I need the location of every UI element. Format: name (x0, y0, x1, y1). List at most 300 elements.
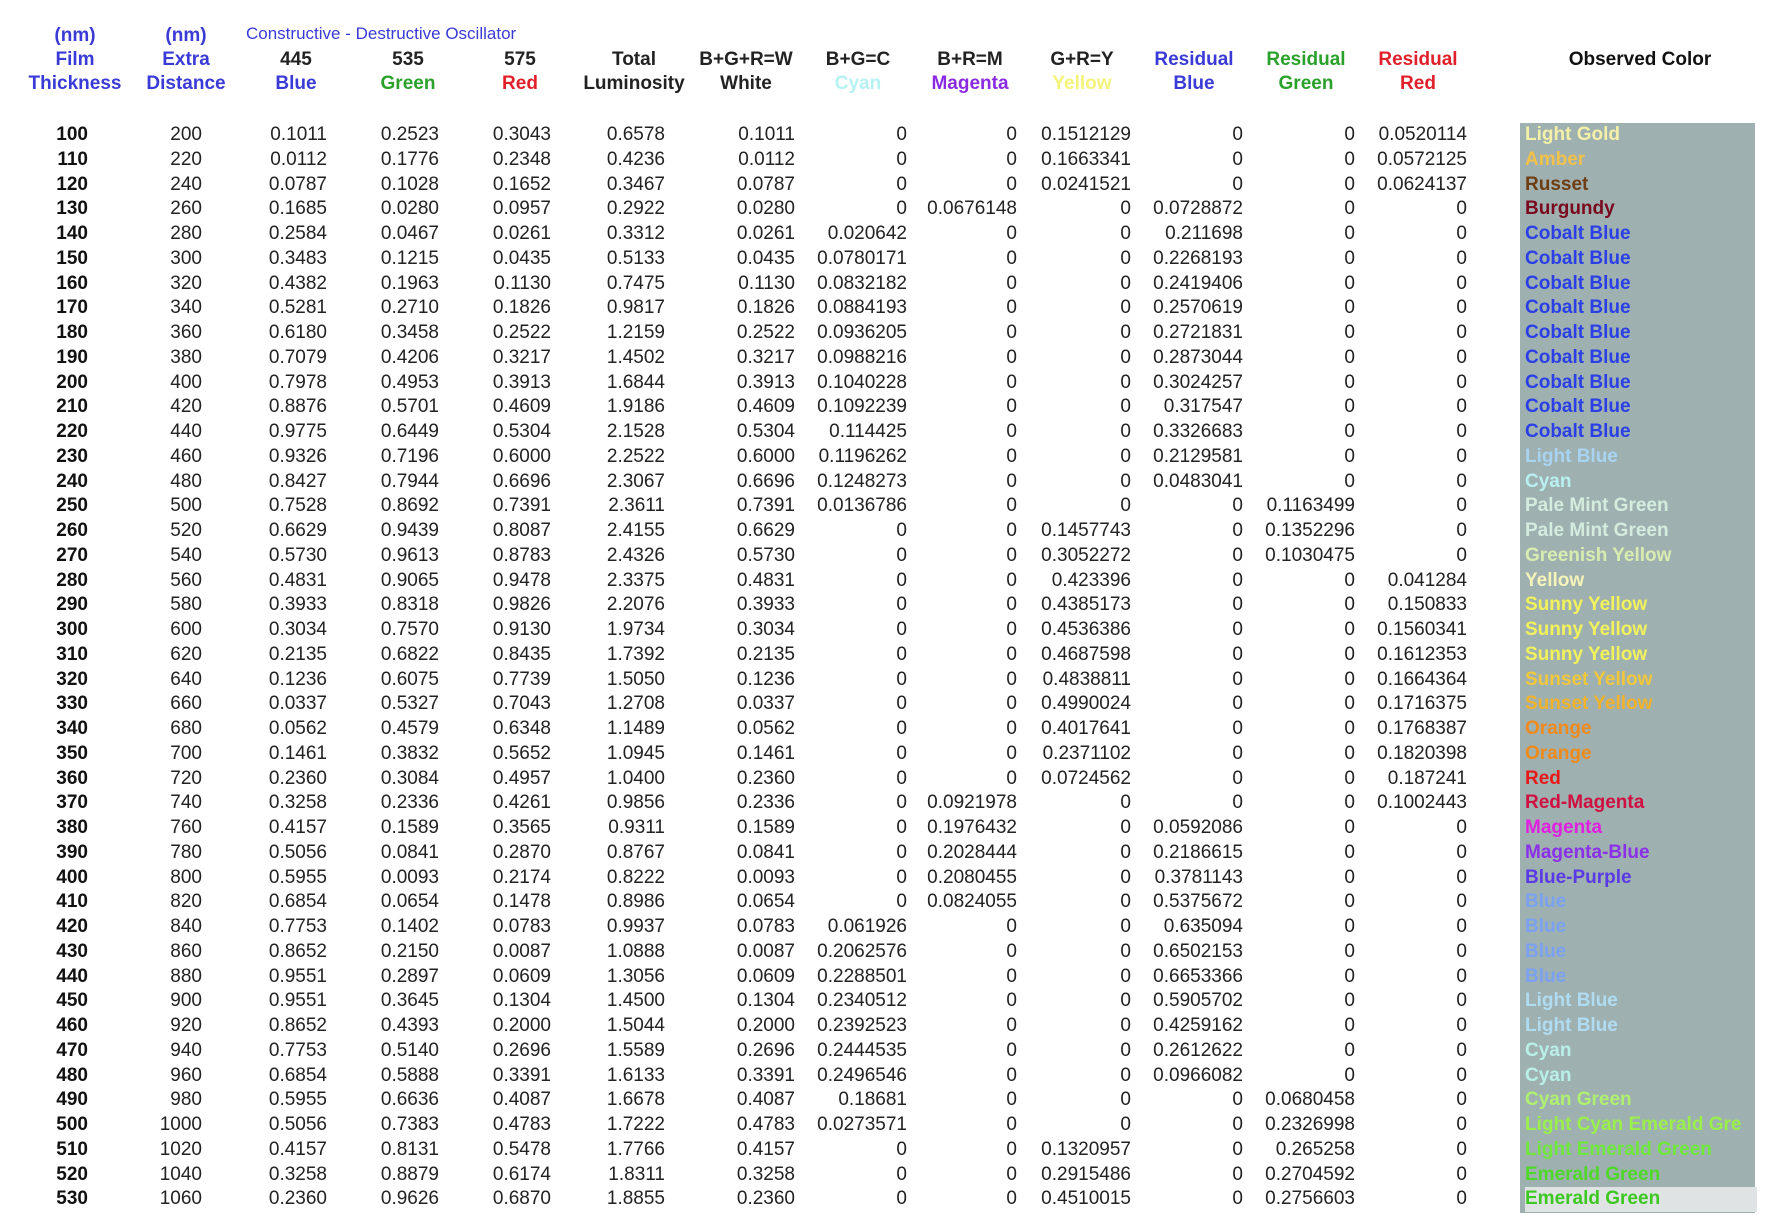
cell-magenta: 0 (1006, 322, 1017, 343)
cell-green: 0.1589 (380, 817, 439, 838)
cell-total: 2.2076 (606, 594, 665, 616)
cell-cyan: 0.061926 (827, 916, 907, 937)
cell-observed-color: Amber (1525, 148, 1586, 170)
cell-total: 1.1489 (606, 718, 665, 739)
cell-red: 0.2348 (492, 148, 551, 170)
cell-total: 0.8767 (606, 841, 665, 863)
cell-res_green: 0 (1344, 1015, 1355, 1036)
cell-red: 0.5478 (492, 1138, 551, 1160)
cell-res_green: 0 (1344, 619, 1355, 640)
cell-total: 0.7475 (606, 272, 665, 294)
cell-cyan: 0.0273571 (817, 1114, 907, 1135)
cell-film: 260 (56, 520, 88, 541)
cell-res_blue: 0.2873044 (1153, 346, 1243, 368)
cell-red: 0.0609 (492, 965, 551, 987)
cell-blue: 0.2135 (268, 643, 327, 665)
table-row (0, 1064, 1770, 1089)
cell-red: 0.9130 (492, 619, 551, 640)
cell-observed-color: Cobalt Blue (1525, 247, 1631, 269)
cell-cyan: 0 (896, 520, 907, 541)
column-header-line: Residual (1378, 49, 1458, 70)
table-row (0, 519, 1770, 544)
cell-magenta: 0 (1006, 767, 1017, 789)
cell-res_red: 0.187241 (1387, 767, 1467, 789)
cell-blue: 0.0112 (270, 148, 327, 170)
cell-red: 0.3913 (492, 371, 551, 393)
cell-white: 0.1461 (736, 742, 795, 764)
cell-res_blue: 0.2612622 (1153, 1039, 1243, 1061)
cell-res_green: 0 (1344, 718, 1355, 739)
cell-total: 2.3375 (606, 569, 665, 591)
cell-res_blue: 0.3326683 (1153, 421, 1243, 442)
cell-res_blue: 0 (1232, 124, 1243, 145)
cell-magenta: 0 (1006, 718, 1017, 739)
cell-white: 0.5304 (736, 421, 795, 442)
cell-white: 0.0087 (736, 940, 795, 962)
cell-yellow: 0 (1120, 792, 1131, 814)
cell-total: 0.9856 (606, 792, 665, 814)
cell-cyan: 0 (896, 817, 907, 838)
cell-res_blue: 0 (1232, 619, 1243, 640)
cell-cyan: 0.0884193 (817, 297, 907, 319)
cell-res_red: 0 (1456, 940, 1467, 962)
cell-extra: 640 (170, 668, 202, 690)
cell-green: 0.2150 (380, 940, 439, 962)
cell-res_green: 0 (1344, 247, 1355, 269)
cell-film: 410 (56, 891, 88, 913)
cell-red: 0.2000 (492, 1015, 551, 1036)
cell-res_blue: 0.211698 (1165, 223, 1243, 244)
cell-green: 0.5701 (380, 396, 439, 418)
cell-cyan: 0 (896, 594, 907, 616)
cell-magenta: 0 (1006, 1114, 1017, 1135)
cell-res_red: 0 (1456, 866, 1467, 888)
cell-blue: 0.2360 (268, 1188, 327, 1210)
cell-white: 0.3217 (736, 346, 795, 368)
cell-extra: 1060 (159, 1188, 202, 1210)
cell-res_green: 0 (1344, 990, 1355, 1012)
cell-res_green: 0 (1344, 643, 1355, 665)
table-row (0, 296, 1770, 321)
cell-cyan: 0.1248273 (817, 470, 907, 492)
cell-red: 0.5652 (492, 742, 551, 764)
cell-res_green: 0 (1344, 371, 1355, 393)
cell-yellow: 0 (1120, 1015, 1131, 1036)
cell-res_green: 0 (1344, 940, 1355, 962)
column-header-line: Magenta (931, 73, 1009, 94)
cell-white: 0.2522 (736, 322, 795, 343)
cell-blue: 0.3483 (268, 247, 327, 269)
cell-cyan: 0.020642 (827, 223, 907, 244)
cell-white: 0.1236 (736, 668, 795, 690)
cell-film: 310 (56, 643, 88, 665)
table-row (0, 445, 1770, 470)
column-header-line: G+R=Y (1050, 49, 1114, 70)
column-header-line: Red (502, 73, 538, 94)
cell-magenta: 0 (1006, 916, 1017, 937)
cell-red: 0.1652 (492, 173, 551, 195)
cell-cyan: 0.2444535 (817, 1039, 907, 1061)
cell-magenta: 0 (1006, 742, 1017, 764)
cell-blue: 0.6854 (268, 891, 327, 913)
cell-green: 0.4393 (380, 1015, 439, 1036)
cell-res_red: 0.1820398 (1377, 742, 1467, 764)
cell-res_red: 0 (1456, 470, 1467, 492)
cell-observed-color: Sunny Yellow (1525, 594, 1648, 616)
cell-res_green: 0 (1344, 297, 1355, 319)
cell-white: 0.0280 (736, 198, 795, 220)
table-row (0, 272, 1770, 297)
table-row (0, 692, 1770, 717)
table-row (0, 593, 1770, 618)
cell-red: 0.0783 (492, 916, 551, 937)
cell-red: 0.6870 (492, 1188, 551, 1210)
cell-yellow: 0 (1120, 891, 1131, 913)
cell-white: 0.2360 (736, 1188, 795, 1210)
table-row (0, 470, 1770, 495)
cell-film: 130 (56, 198, 88, 220)
cell-magenta: 0 (1006, 1039, 1017, 1061)
cell-red: 0.4087 (492, 1089, 551, 1111)
cell-extra: 960 (170, 1064, 202, 1086)
cell-res_red: 0 (1456, 272, 1467, 294)
cell-film: 300 (56, 619, 88, 640)
cell-extra: 820 (170, 891, 202, 913)
cell-res_red: 0 (1456, 1188, 1467, 1210)
cell-extra: 340 (170, 297, 202, 319)
table-row (0, 1138, 1770, 1163)
cell-observed-color: Cyan (1525, 470, 1572, 492)
cell-blue: 0.4157 (268, 1138, 327, 1160)
cell-res_red: 0 (1456, 297, 1467, 319)
cell-white: 0.2135 (736, 643, 795, 665)
cell-observed-color: Cobalt Blue (1525, 346, 1631, 368)
cell-green: 0.0280 (380, 198, 439, 220)
column-header-line: (nm) (165, 25, 207, 46)
cell-blue: 0.9551 (268, 965, 327, 987)
cell-extra: 260 (170, 198, 202, 220)
cell-observed-color: Pale Mint Green (1525, 495, 1669, 517)
cell-green: 0.8318 (380, 594, 439, 616)
cell-magenta: 0 (1006, 247, 1017, 269)
table-row (0, 618, 1770, 643)
cell-res_red: 0 (1456, 198, 1467, 220)
cell-green: 0.3458 (380, 322, 439, 343)
cell-extra: 500 (170, 495, 202, 517)
cell-blue: 0.7528 (268, 495, 327, 517)
cell-res_red: 0.0624137 (1377, 173, 1467, 195)
cell-green: 0.2710 (380, 297, 439, 319)
cell-film: 480 (56, 1064, 88, 1086)
cell-green: 0.8879 (380, 1163, 439, 1185)
cell-film: 240 (56, 470, 88, 492)
cell-blue: 0.8427 (268, 470, 327, 492)
cell-white: 0.5730 (736, 544, 795, 566)
cell-green: 0.6449 (380, 421, 439, 442)
cell-total: 1.2708 (606, 693, 665, 715)
cell-blue: 0.1236 (268, 668, 327, 690)
cell-res_blue: 0 (1232, 544, 1243, 566)
cell-cyan: 0 (896, 544, 907, 566)
cell-res_blue: 0 (1232, 173, 1243, 195)
cell-res_blue: 0.0483041 (1153, 470, 1243, 492)
column-header-line: Green (1278, 73, 1334, 94)
cell-res_blue: 0 (1232, 742, 1243, 764)
cell-total: 0.9311 (608, 817, 665, 838)
cell-red: 0.0087 (492, 940, 551, 962)
cell-red: 0.3391 (492, 1064, 551, 1086)
cell-white: 0.2336 (736, 792, 795, 814)
cell-film: 440 (56, 965, 88, 987)
cell-res_green: 0 (1344, 916, 1355, 937)
cell-magenta: 0 (1006, 223, 1017, 244)
cell-cyan: 0 (896, 569, 907, 591)
cell-yellow: 0 (1120, 272, 1131, 294)
cell-extra: 680 (170, 718, 202, 739)
cell-blue: 0.9551 (268, 990, 327, 1012)
cell-blue: 0.8652 (268, 1015, 327, 1036)
cell-magenta: 0.0921978 (927, 792, 1017, 814)
cell-cyan: 0.1092239 (817, 396, 907, 418)
cell-blue: 0.7753 (268, 916, 327, 937)
cell-blue: 0.5955 (268, 866, 327, 888)
column-header-line (1565, 24, 1715, 48)
cell-res_red: 0 (1456, 544, 1467, 566)
cell-red: 0.8783 (492, 544, 551, 566)
cell-red: 0.9826 (492, 594, 551, 616)
cell-res_red: 0.150833 (1387, 594, 1467, 616)
cell-res_red: 0.1768387 (1377, 718, 1467, 739)
cell-total: 1.5044 (606, 1015, 665, 1036)
cell-res_blue: 0 (1232, 148, 1243, 170)
cell-red: 0.2870 (492, 841, 551, 863)
cell-cyan: 0.1040228 (817, 371, 907, 393)
cell-observed-color: Cobalt Blue (1525, 223, 1631, 244)
cell-extra: 240 (170, 173, 202, 195)
column-header-line: Film (55, 49, 95, 70)
cell-magenta: 0.1976432 (927, 817, 1017, 838)
cell-yellow: 0 (1120, 817, 1131, 838)
table-row (0, 544, 1770, 569)
cell-red: 0.0435 (492, 247, 551, 269)
cell-total: 0.5133 (606, 247, 665, 269)
cell-film: 200 (56, 371, 88, 393)
cell-white: 0.2000 (736, 1015, 795, 1036)
cell-res_green: 0 (1344, 173, 1355, 195)
cell-green: 0.7570 (380, 619, 439, 640)
cell-green: 0.1215 (380, 247, 439, 269)
cell-yellow: 0.0241521 (1041, 173, 1131, 195)
cell-res_blue: 0.5905702 (1153, 990, 1243, 1012)
cell-total: 1.8311 (608, 1163, 665, 1185)
cell-magenta: 0 (1006, 1138, 1017, 1160)
cell-observed-color: Red-Magenta (1525, 792, 1645, 814)
cell-film: 490 (56, 1089, 88, 1111)
cell-magenta: 0 (1006, 693, 1017, 715)
cell-magenta: 0 (1006, 272, 1017, 294)
cell-green: 0.4953 (380, 371, 439, 393)
cell-blue: 0.7753 (268, 1039, 327, 1061)
cell-green: 0.1776 (380, 148, 439, 170)
cell-magenta: 0 (1006, 594, 1017, 616)
cell-res_red: 0 (1456, 817, 1467, 838)
cell-observed-color: Cyan Green (1525, 1089, 1632, 1111)
cell-res_red: 0 (1456, 1015, 1467, 1036)
cell-extra: 900 (170, 990, 202, 1012)
cell-magenta: 0 (1006, 346, 1017, 368)
cell-red: 0.7739 (492, 668, 551, 690)
cell-res_red: 0 (1456, 322, 1467, 343)
cell-extra: 1020 (159, 1138, 202, 1160)
cell-cyan: 0 (896, 1163, 907, 1185)
cell-extra: 760 (170, 817, 202, 838)
cell-red: 0.1304 (492, 990, 551, 1012)
cell-res_red: 0 (1456, 396, 1467, 418)
cell-extra: 480 (170, 470, 202, 492)
cell-red: 0.6696 (492, 470, 551, 492)
cell-green: 0.4579 (380, 718, 439, 739)
cell-res_red: 0 (1456, 346, 1467, 368)
cell-res_green: 0.0680458 (1265, 1089, 1355, 1111)
cell-res_green: 0 (1344, 767, 1355, 789)
table-row (0, 420, 1770, 445)
cell-yellow: 0 (1120, 346, 1131, 368)
cell-total: 1.8855 (606, 1188, 665, 1210)
cell-yellow: 0 (1120, 223, 1131, 244)
cell-res_blue: 0.5375672 (1153, 891, 1243, 913)
cell-red: 0.2174 (492, 866, 551, 888)
cell-total: 1.2159 (606, 322, 665, 343)
cell-film: 160 (56, 272, 88, 294)
cell-extra: 1000 (159, 1114, 202, 1135)
cell-yellow: 0.423396 (1051, 569, 1131, 591)
cell-cyan: 0 (896, 198, 907, 220)
cell-magenta: 0 (1006, 990, 1017, 1012)
table-row (0, 173, 1770, 198)
cell-res_blue: 0.0728872 (1153, 198, 1243, 220)
cell-green: 0.0841 (380, 841, 439, 863)
column-header-line: B+G=C (825, 49, 891, 70)
cell-extra: 200 (170, 124, 202, 145)
cell-green: 0.9439 (380, 520, 439, 541)
cell-yellow: 0 (1120, 198, 1131, 220)
cell-res_green: 0 (1344, 272, 1355, 294)
cell-total: 1.6133 (606, 1064, 665, 1086)
cell-res_blue: 0 (1232, 1188, 1243, 1210)
cell-yellow: 0.4510015 (1041, 1188, 1131, 1210)
column-header-line: Residual (1266, 49, 1346, 70)
cell-white: 0.1826 (736, 297, 795, 319)
table-row (0, 346, 1770, 371)
cell-magenta: 0 (1006, 940, 1017, 962)
column-header-line: 445 (280, 49, 312, 70)
cell-yellow: 0 (1120, 445, 1131, 467)
cell-film: 190 (56, 346, 88, 368)
cell-observed-color: Light Cyan Emerald Gre (1525, 1114, 1742, 1135)
cell-white: 0.4831 (736, 569, 795, 591)
cell-red: 0.6000 (492, 445, 551, 467)
cell-res_green: 0.2704592 (1265, 1163, 1355, 1185)
cell-white: 0.0337 (736, 693, 795, 715)
cell-yellow: 0.2915486 (1041, 1163, 1131, 1185)
cell-observed-color: Greenish Yellow (1525, 544, 1672, 566)
cell-res_blue: 0.6502153 (1153, 940, 1243, 962)
cell-white: 0.3034 (736, 619, 795, 640)
cell-res_red: 0 (1456, 1089, 1467, 1111)
cell-extra: 740 (170, 792, 202, 814)
cell-observed-color: Sunny Yellow (1525, 619, 1648, 640)
cell-film: 280 (56, 569, 88, 591)
column-header-res_red (1343, 24, 1493, 96)
cell-red: 0.8435 (492, 643, 551, 665)
cell-extra: 540 (170, 544, 202, 566)
cell-magenta: 0 (1006, 421, 1017, 442)
cell-green: 0.9626 (380, 1188, 439, 1210)
cell-white: 0.0562 (736, 718, 795, 739)
cell-res_red: 0 (1456, 1039, 1467, 1061)
cell-film: 140 (56, 223, 88, 244)
cell-film: 250 (56, 495, 88, 517)
cell-res_blue: 0.0966082 (1153, 1064, 1243, 1086)
cell-res_blue: 0 (1232, 693, 1243, 715)
cell-blue: 0.0337 (268, 693, 327, 715)
cell-observed-color: Cobalt Blue (1525, 421, 1631, 442)
cell-green: 0.0654 (380, 891, 439, 913)
cell-film: 270 (56, 544, 88, 566)
cell-film: 290 (56, 594, 88, 616)
cell-res_green: 0 (1344, 693, 1355, 715)
cell-total: 2.1528 (606, 421, 665, 442)
cell-res_green: 0 (1344, 124, 1355, 145)
cell-res_red: 0 (1456, 1163, 1467, 1185)
cell-res_blue: 0.635094 (1163, 916, 1243, 937)
cell-cyan: 0.0988216 (817, 346, 907, 368)
cell-res_red: 0.1002443 (1377, 792, 1467, 814)
cell-res_red: 0 (1456, 916, 1467, 937)
cell-magenta: 0 (1006, 619, 1017, 640)
cell-blue: 0.0787 (268, 173, 327, 195)
cell-cyan: 0 (896, 866, 907, 888)
cell-res_green: 0 (1344, 1064, 1355, 1086)
cell-green: 0.5140 (380, 1039, 439, 1061)
cell-observed-color: Magenta (1525, 817, 1603, 838)
cell-magenta: 0 (1006, 396, 1017, 418)
cell-blue: 0.1685 (268, 198, 327, 220)
cell-res_green: 0 (1344, 445, 1355, 467)
column-header-observed (1565, 24, 1715, 96)
cell-total: 0.4236 (606, 148, 665, 170)
column-header-line: 575 (504, 49, 536, 70)
cell-res_green: 0 (1344, 148, 1355, 170)
cell-red: 0.9478 (492, 569, 551, 591)
cell-res_blue: 0 (1232, 668, 1243, 690)
cell-res_blue: 0.2129581 (1153, 445, 1243, 467)
cell-res_green: 0 (1344, 742, 1355, 764)
cell-res_red: 0.1612353 (1377, 643, 1467, 665)
cell-blue: 0.4831 (268, 569, 327, 591)
cell-extra: 420 (170, 396, 202, 418)
cell-res_red: 0 (1456, 841, 1467, 863)
cell-total: 0.2922 (606, 198, 665, 220)
cell-white: 0.4609 (736, 396, 795, 418)
cell-cyan: 0 (896, 693, 907, 715)
cell-blue: 0.4382 (268, 272, 327, 294)
cell-blue: 0.1461 (268, 742, 327, 764)
cell-observed-color: Yellow (1525, 569, 1585, 591)
cell-extra: 580 (170, 594, 202, 616)
cell-green: 0.0093 (380, 866, 439, 888)
cell-magenta: 0 (1006, 1064, 1017, 1086)
